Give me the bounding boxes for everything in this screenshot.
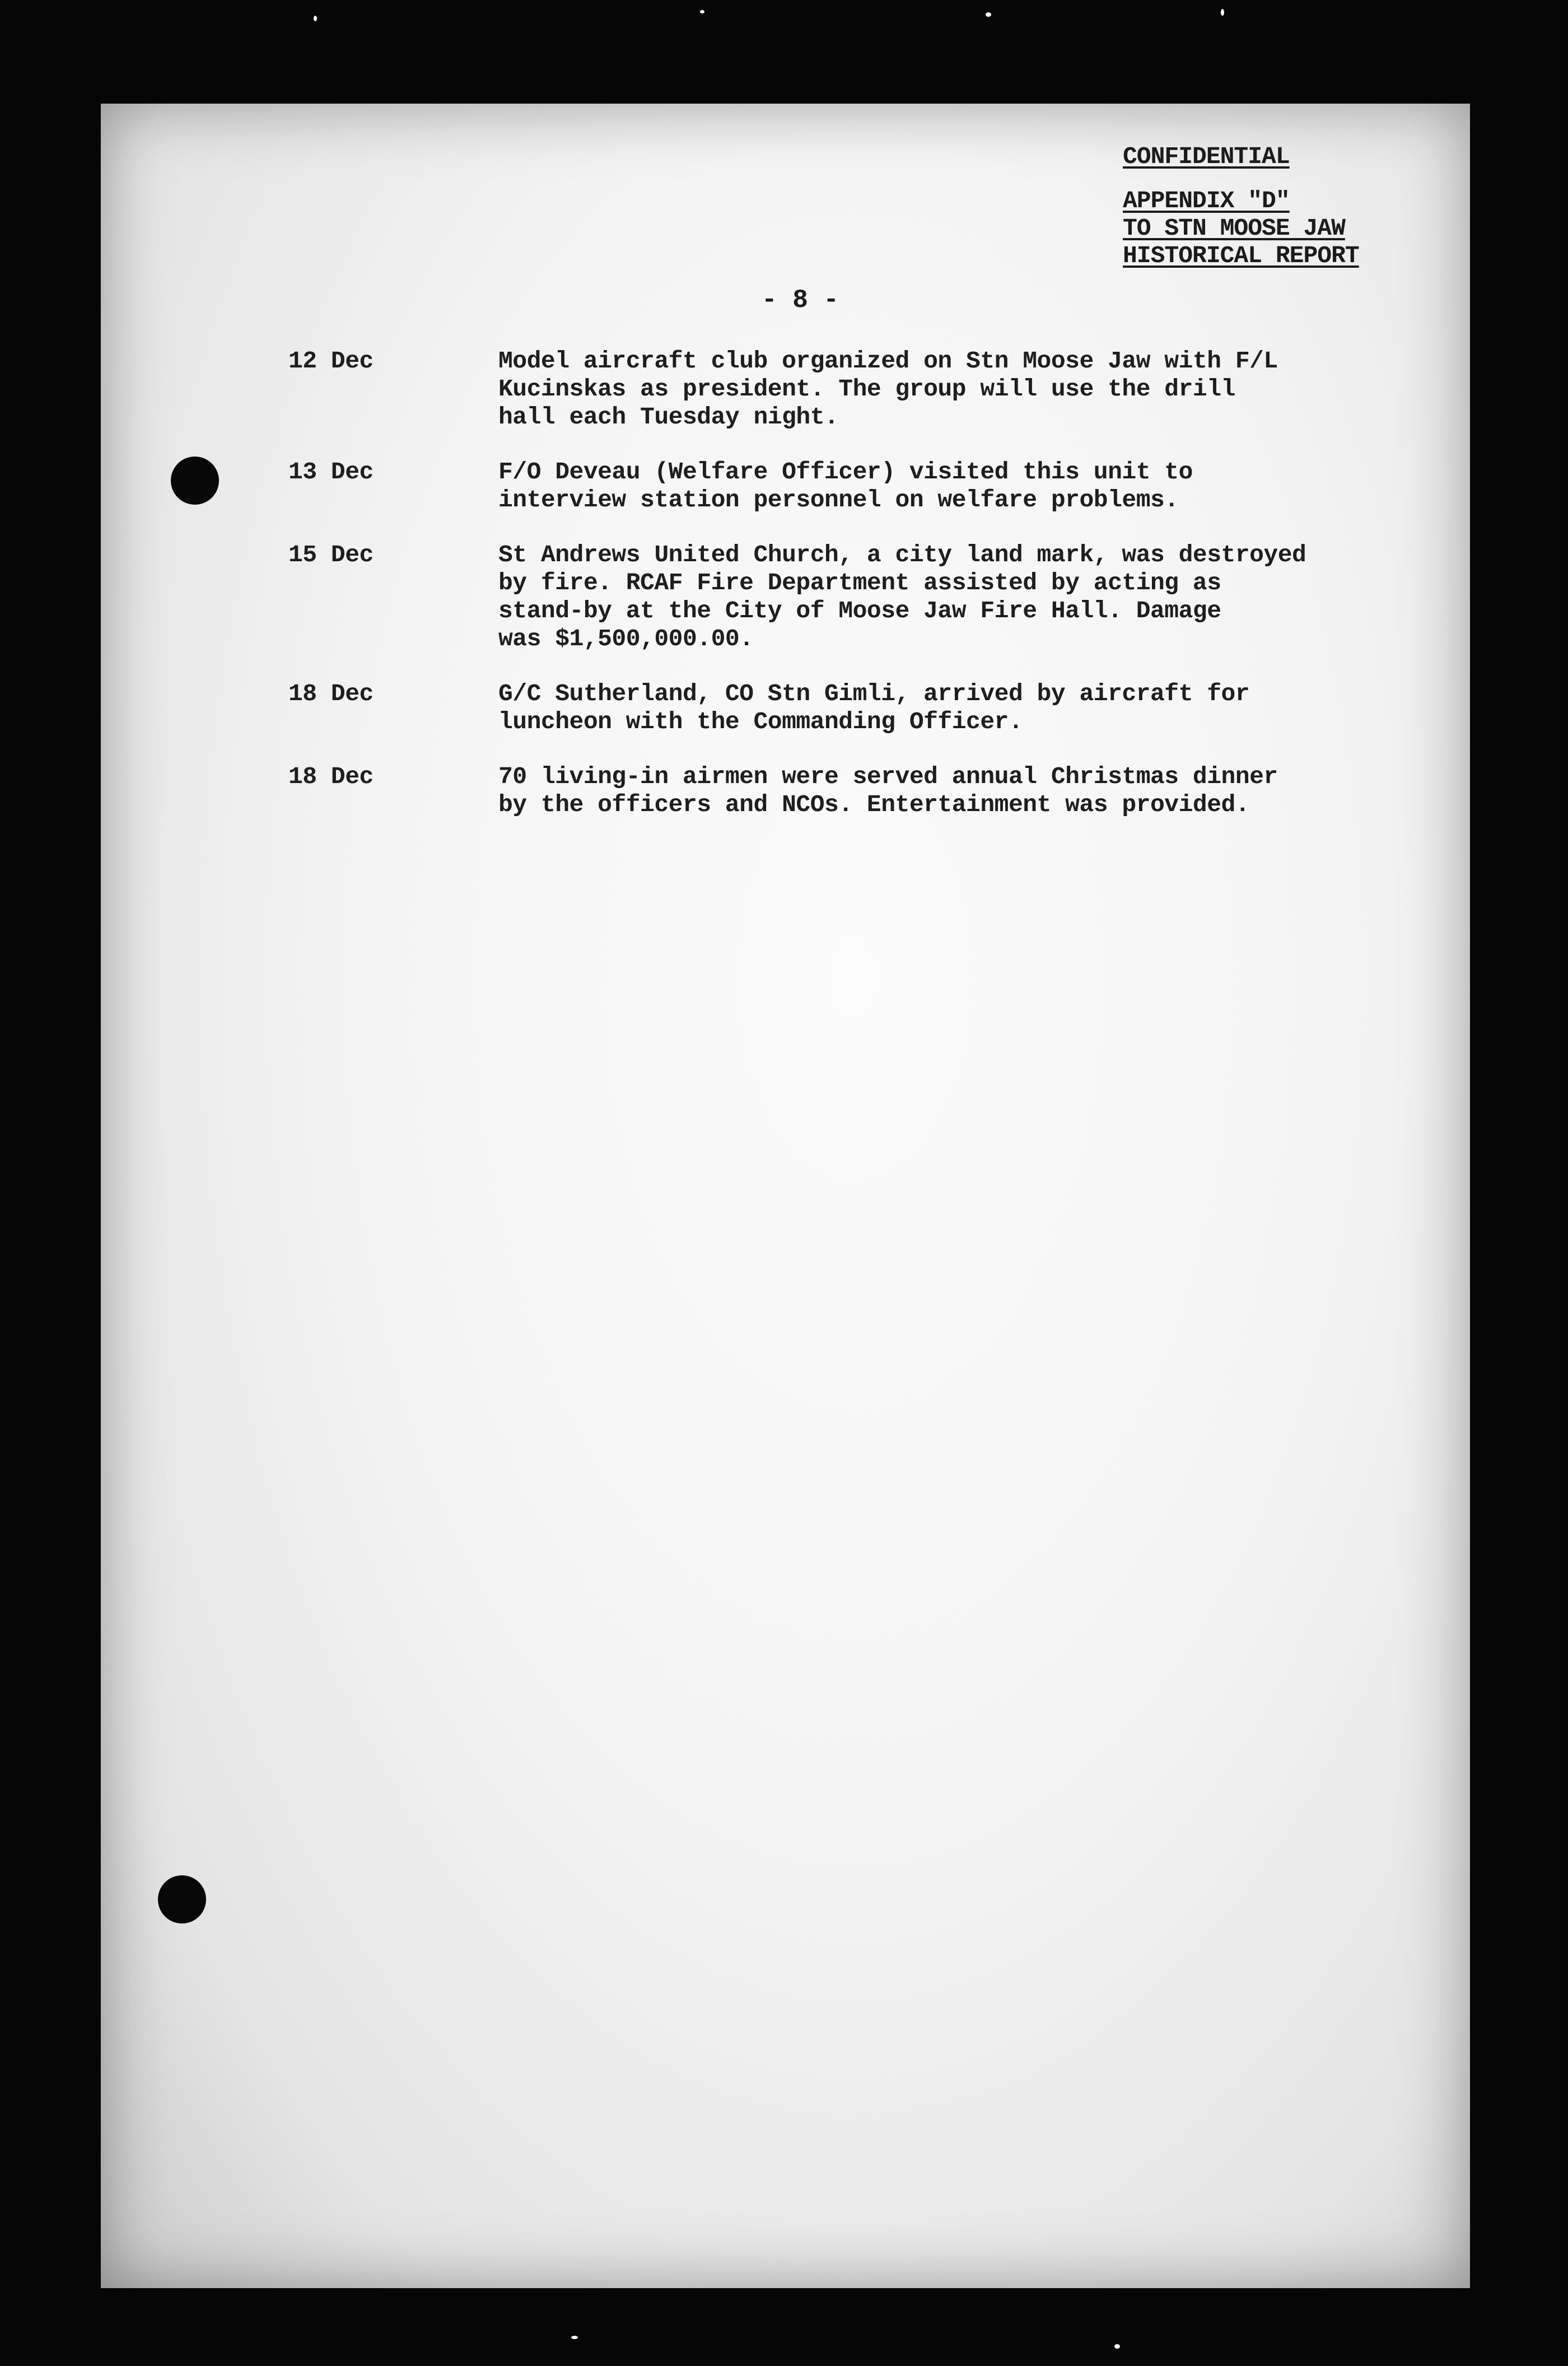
classification-label: CONFIDENTIAL <box>1123 143 1290 170</box>
entry-date: 18 Dec <box>288 763 374 790</box>
page-number: - 8 - <box>762 286 839 315</box>
dust-speck <box>1221 9 1224 16</box>
entry-line: 70 living-in airmen were served annual Christmas dinner <box>498 763 1278 790</box>
entry-line: hall each Tuesday night. <box>498 403 839 431</box>
diary-entries <box>288 347 1431 846</box>
dust-speck <box>571 2336 578 2339</box>
entry-line: by the officers and NCOs. Entertainment was provided. <box>498 791 1250 818</box>
entry-text <box>498 541 1305 653</box>
appendix-line: TO STN MOOSE JAW <box>1123 215 1345 242</box>
diary-entry <box>288 763 1431 819</box>
dust-speck <box>314 16 317 21</box>
entry-date: 12 Dec <box>288 347 374 375</box>
entry-line: Kucinskas as president. The group will use the drill <box>498 375 1235 403</box>
entry-line: F/O Deveau (Welfare Officer) visited this unit to <box>498 458 1193 486</box>
entry-text <box>498 680 1305 736</box>
entry-line: St Andrews United Church, a city land mark, was destroyed <box>498 541 1306 569</box>
diary-entry <box>288 347 1431 431</box>
entry-date: 13 Dec <box>288 458 374 486</box>
punch-hole-top <box>171 457 219 505</box>
entry-line: Model aircraft club organized on Stn Moose Jaw with F/L <box>498 347 1278 375</box>
diary-entry <box>288 680 1431 736</box>
entry-line: stand-by at the City of Moose Jaw Fire Hall. Damage <box>498 597 1221 625</box>
appendix-line: APPENDIX "D" <box>1123 187 1290 215</box>
entry-line: G/C Sutherland, CO Stn Gimli, arrived by aircraft for <box>498 680 1250 707</box>
entry-text <box>498 458 1305 514</box>
entry-date: 18 Dec <box>288 680 374 707</box>
dust-speck <box>700 10 704 13</box>
appendix-line: HISTORICAL REPORT <box>1123 242 1359 269</box>
dust-speck <box>1114 2344 1120 2349</box>
entry-line: by fire. RCAF Fire Department assisted by acting as <box>498 569 1221 597</box>
entry-text <box>498 347 1305 431</box>
entry-text <box>498 763 1305 819</box>
entry-date: 15 Dec <box>288 541 374 569</box>
document-page <box>101 104 1470 2288</box>
entry-line: was $1,500,000.00. <box>498 625 754 653</box>
entry-line: luncheon with the Commanding Officer. <box>498 708 1023 735</box>
diary-entry <box>288 458 1431 514</box>
punch-hole-bottom <box>158 1875 206 1923</box>
diary-entry <box>288 541 1431 653</box>
document-header <box>1123 143 1359 269</box>
dust-speck <box>986 12 991 17</box>
entry-line: interview station personnel on welfare problems. <box>498 486 1179 514</box>
